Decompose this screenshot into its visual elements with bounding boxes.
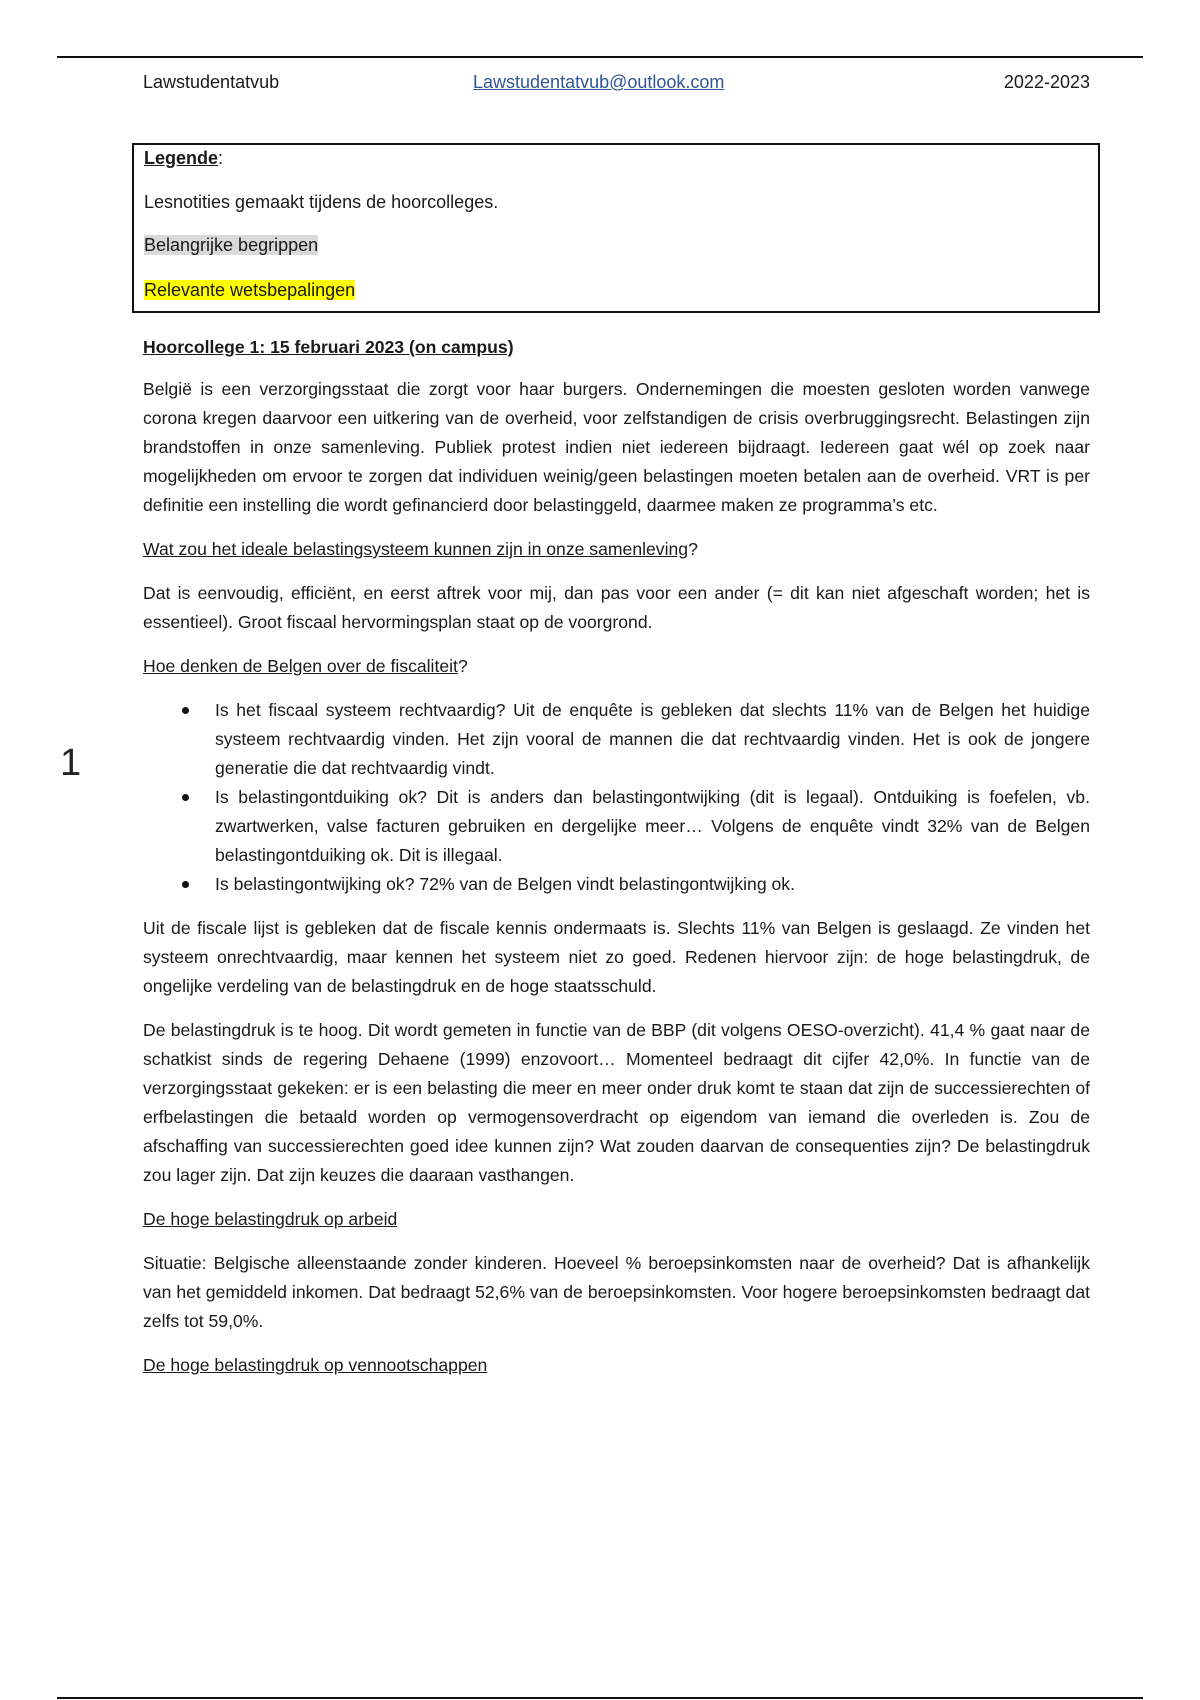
legend-provisions [144, 280, 355, 301]
opinion-bullet-list [143, 696, 1090, 899]
answer-ideal-system: Dat is eenvoudig, efficiënt, en eerst aftrek voor mij, dan pas voor een ander (= dit kan niet afgeschaft worden; het is essentieel). Groot fiscaal hervormingsplan staat op de voorgrond. [143, 583, 1090, 632]
labour-tax-paragraph: Situatie: Belgische alleenstaande zonder kinderen. Hoeveel % beroepsinkomsten naar de overheid? Dat is afhankelijk van het gemiddeld inkomen. Dat bedraagt 52,6% van de beroepsinkomsten. Voor hogere beroepsinkomsten bedraagt dat zelfs tot 59,0%. [143, 1253, 1090, 1331]
header-site-name: Lawstudentatvub [143, 72, 280, 92]
legend-title-colon: : [218, 148, 224, 168]
legend-title [144, 148, 223, 169]
header-email-link[interactable]: Lawstudentatvub@outlook.com [473, 72, 725, 92]
question-ideal-system-text: Wat zou het ideale belastingsysteem kunnen zijn in onze samenleving [143, 539, 689, 559]
legend-concepts [144, 235, 318, 256]
fiscal-knowledge-paragraph: Uit de fiscale lijst is gebleken dat de fiscale kennis ondermaats is. Slechts 11% van Belgen is geslaagd. Ze vinden het systeem onrechtvaardig, maar kennen het systeem niet zo goed. Redenen hiervoor zijn: de hoge belastingdruk, de ongelijke verdeling van de belastingdruk en de hoge staatsschuld. [143, 918, 1090, 996]
header-rule [57, 56, 1143, 58]
page-header [143, 72, 1090, 96]
heading-labour-tax-text: De hoge belastingdruk op arbeid [143, 1209, 398, 1229]
legend-title-text: Legende [144, 148, 219, 168]
page-number: 1 [60, 742, 82, 784]
legend-provisions-highlight: Relevante wetsbepalingen [144, 280, 356, 300]
legend-box [132, 143, 1100, 313]
intro-paragraph: België is een verzorgingsstaat die zorgt voor haar burgers. Ondernemingen die moesten gesloten worden vanwege corona kregen daarvoor een uitkering van de overheid, voor zelfstandigen de crisis overbruggingsrecht. Belastingen zijn brandstoffen in onze samenleving. Publiek protest indien niet iedereen bijdraagt. Iedereen gaat wél op zoek naar mogelijkheden om ervoor te zorgen dat individuen weinig/geen belastingen moeten betalen aan de overheid. VRT is per definitie een instelling die wordt gefinancierd door belastinggeld, daarmee maken ze programma’s etc. [143, 379, 1090, 515]
heading-company-tax [143, 1351, 1090, 1380]
question-ideal-system [143, 535, 1090, 564]
question-belgian-opinion-text: Hoe denken de Belgen over de fiscaliteit [143, 656, 458, 676]
legend-concepts-highlight: Belangrijke begrippen [144, 235, 319, 255]
list-item: Is belastingontduiking ok? Dit is anders dan belastingontwijking (dit is legaal). Ontduiking is foefelen, vb. zwartwerken, valse facturen gebruiken en dergelijke meer… Volgens de enquête vindt 32% van de Belgen belastingontduiking ok. Dit is illegaal. [215, 783, 1090, 870]
lecture-content [143, 333, 1090, 1395]
heading-company-tax-text: De hoge belastingdruk op vennootschappen [143, 1355, 488, 1375]
list-item: Is belastingontwijking ok? 72% van de Belgen vindt belastingontwijking ok. [215, 870, 1090, 899]
question-belgian-opinion [143, 652, 1090, 681]
question-ideal-system-mark: ? [688, 539, 698, 559]
header-academic-year: 2022-2023 [1003, 72, 1090, 92]
list-item: Is het fiscaal systeem rechtvaardig? Uit de enquête is gebleken dat slechts 11% van de Belgen het huidige systeem rechtvaardig vinden. Het zijn vooral de mannen die dat rechtvaardig vinden. Het is ook de jongere generatie die dat rechtvaardig vindt. [215, 696, 1090, 783]
lecture-title: Hoorcollege 1: 15 februari 2023 (on campus) [143, 337, 514, 357]
legend-notes: Lesnotities gemaakt tijdens de hoorcolleges. [144, 192, 499, 212]
question-belgian-opinion-mark: ? [457, 656, 468, 676]
tax-pressure-paragraph: De belastingdruk is te hoog. Dit wordt gemeten in functie van de BBP (dit volgens OESO-overzicht). 41,4 % gaat naar de schatkist sinds de regering Dehaene (1999) enzovoort… Momenteel bedraagt dit cijfer 42,0%. In functie van de verzorgingsstaat gekeken: er is een belasting die meer en meer onder druk komt te staan dat zijn de successierechten of erfbelastingen die betaald worden op vermogensoverdracht op eigendom van iemand die overleden is. Zou de afschaffing van successierechten goed idee kunnen zijn? Wat zouden daarvan de consequenties zijn? De belastingdruk zou lager zijn. Dat zijn keuzes die daaraan vasthangen. [143, 1020, 1090, 1185]
heading-labour-tax [143, 1205, 1090, 1234]
footer-rule [57, 1697, 1143, 1699]
